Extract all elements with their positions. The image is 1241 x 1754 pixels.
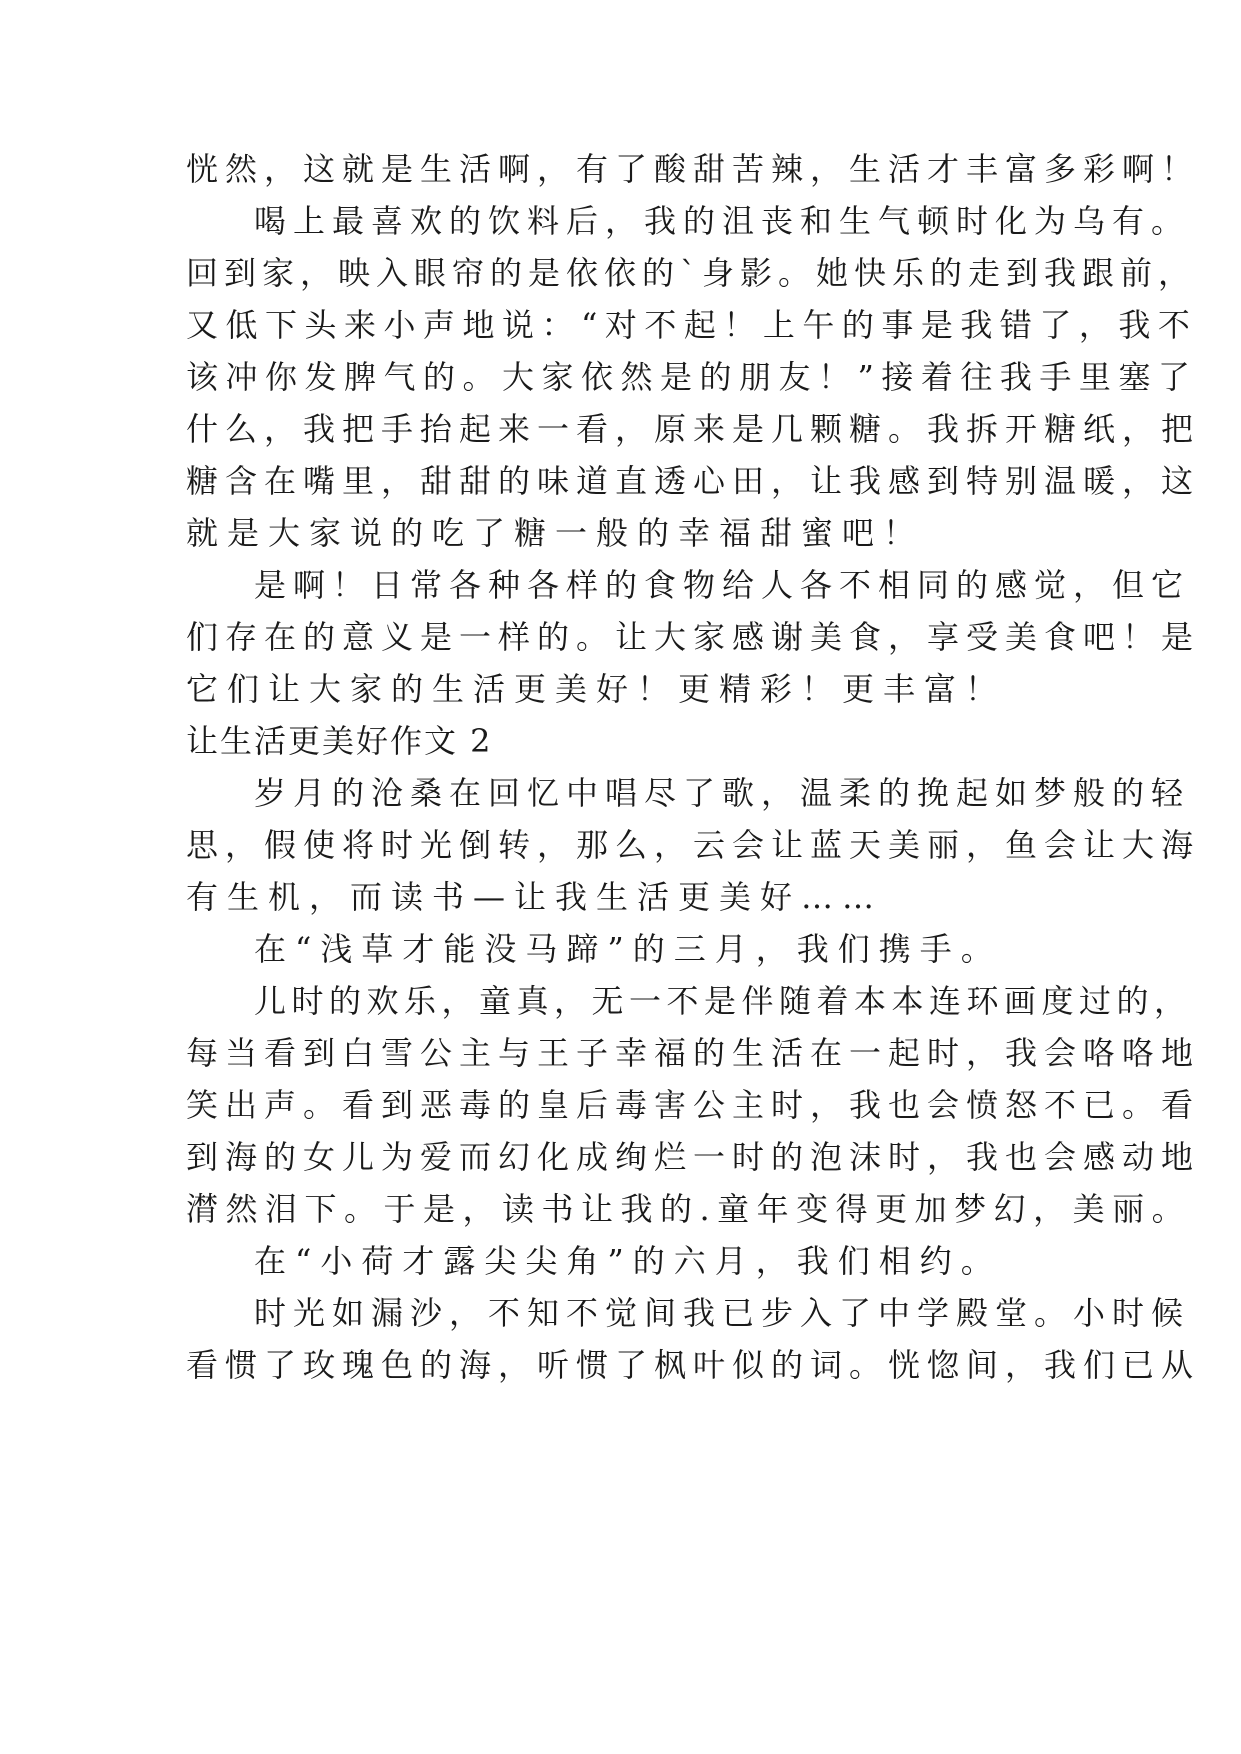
text-line: 恍然，这就是生活啊，有了酸甜苦辣，生活才丰富多彩啊！: [186, 150, 1201, 188]
text-line: 潸然泪下。于是，读书让我的.童年变得更加梦幻，美丽。: [186, 1190, 1192, 1228]
paragraph-start-line: 在“小荷才露尖尖角”的六月，我们相约。: [254, 1242, 1002, 1280]
text-line: 它们让大家的生活更美好！更精彩！更丰富！: [186, 670, 1007, 708]
paragraph-start-line: 是啊！日常各种各样的食物给人各不相同的感觉，但它: [254, 566, 1191, 604]
text-line: 看惯了玫瑰色的海，听惯了枫叶似的词。恍惚间，我们已从: [186, 1346, 1201, 1384]
text-line: 笑出声。看到恶毒的皇后毒害公主时，我也会愤怒不已。看: [186, 1086, 1201, 1124]
section-heading: 让生活更美好作文 2: [186, 722, 493, 760]
paragraph-start-line: 儿时的欢乐，童真，无一不是伴随着本本连环画度过的，: [254, 982, 1192, 1020]
text-line: 到海的女儿为爱而幻化成绚烂一时的泡沫时，我也会感动地: [186, 1138, 1201, 1176]
paragraph-start-line: 岁月的沧桑在回忆中唱尽了歌，温柔的挽起如梦般的轻: [254, 774, 1191, 812]
text-line: 思，假使将时光倒转，那么，云会让蓝天美丽，鱼会让大海: [186, 826, 1201, 864]
text-line: 们存在的意义是一样的。让大家感谢美食，享受美食吧！是: [186, 618, 1201, 656]
text-line: 该冲你发脾气的。大家依然是的朋友！”接着往我手里塞了: [186, 358, 1198, 396]
text-line: 有生机，而读书—让我生活更美好……: [186, 878, 884, 916]
text-line: 每当看到白雪公主与王子幸福的生活在一起时，我会咯咯地: [186, 1034, 1201, 1072]
paragraph-start-line: 在“浅草才能没马蹄”的三月，我们携手。: [254, 930, 1002, 968]
paragraph-start-line: 时光如漏沙，不知不觉间我已步入了中学殿堂。小时候: [254, 1294, 1191, 1332]
text-line: 什么，我把手抬起来一看，原来是几颗糖。我拆开糖纸，把: [186, 410, 1201, 448]
text-line: 又低下头来小声地说：“对不起！上午的事是我错了，我不: [186, 306, 1198, 344]
paragraph-start-line: 喝上最喜欢的饮料后，我的沮丧和生气顿时化为乌有。: [254, 202, 1191, 240]
text-line: 回到家，映入眼帘的是依依的`身影。她快乐的走到我跟前，: [186, 254, 1197, 292]
text-line: 糖含在嘴里，甜甜的味道直透心田，让我感到特别温暖，这: [186, 462, 1201, 500]
text-line: 就是大家说的吃了糖一般的幸福甜蜜吧！: [186, 514, 925, 552]
